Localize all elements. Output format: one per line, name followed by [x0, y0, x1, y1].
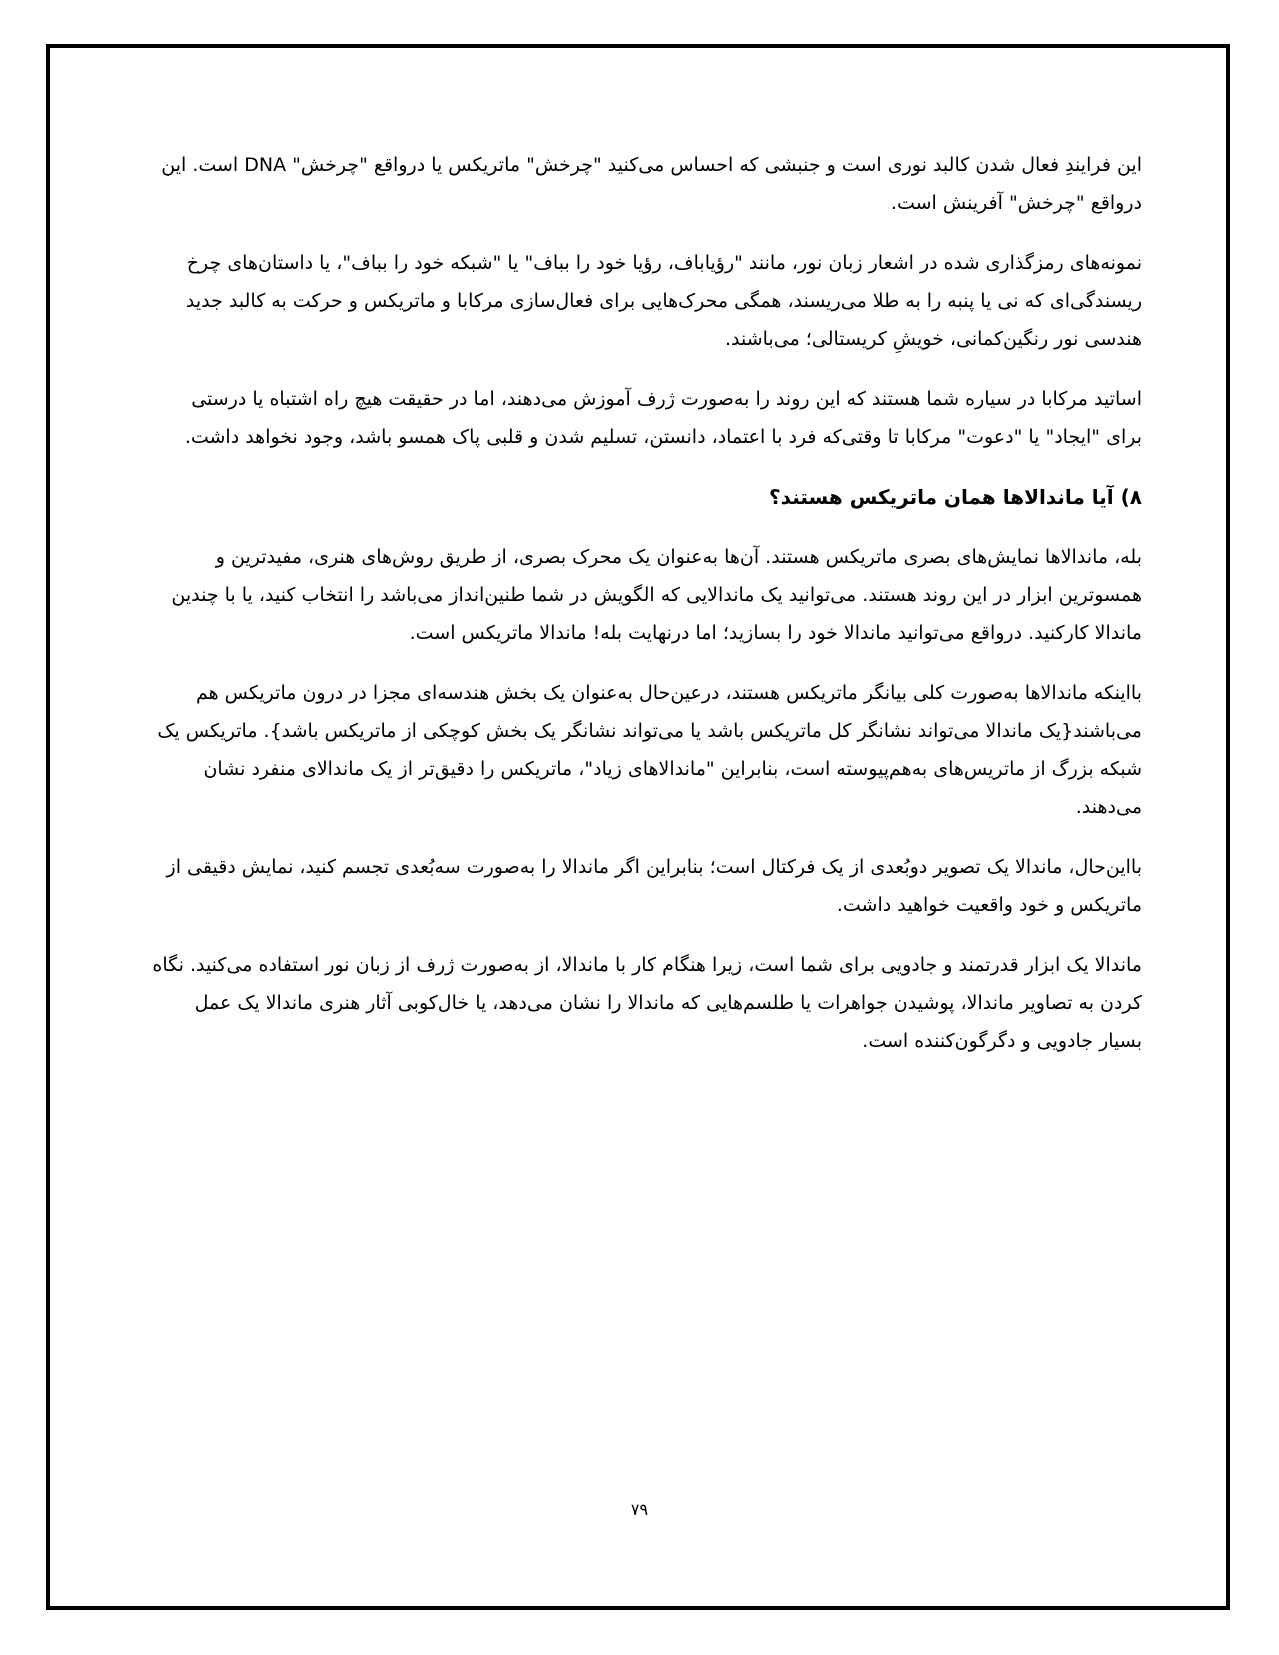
page-number: ۷۹	[630, 1500, 649, 1519]
page-content	[150, 146, 1142, 1082]
paragraph: بله، ماندالاها نمایش‌های بصری ماتریکس هستند. آن‌ها به‌عنوان یک محرک بصری، از طریق روش‌های هنری، مفیدترین و همسوترین ابزار در این روند هستند. می‌توانید یک ماندالایی که الگویش در شما طنین‌انداز می‌باشد را انتخاب کنید، یا با چندین ماندالا کارکنید. درواقع می‌توانید ماندالا خود را بسازید؛ اما درنهایت بله! ماندالا ماتریکس است.	[171, 546, 1142, 644]
paragraph: ماندالا یک ابزار قدرتمند و جادویی برای شما است، زیرا هنگام کار با ماندالا، از به‌صورت ژرف از زبان نور استفاده می‌کنید. نگاه کردن به تصاویر ماندالا، پوشیدن جواهرات یا طلسم‌هایی که ماندالا را نشان می‌دهد، یا خال‌کوبی آثار هنری ماندالا یک عمل بسیار جادویی و دگرگون‌کننده است.	[152, 954, 1142, 1052]
paragraph: این فرایندِ فعال شدن کالبد نوری است و جنبشی که احساس می‌کنید "چرخش" ماتریکس یا درواقع "چرخش" DNA است. این درواقع "چرخش" آفرینش است.	[161, 154, 1142, 214]
paragraph: بااین‌حال، ماندالا یک تصویر دوبُعدی از یک فرکتال است؛ بنابراین اگر ماندالا را به‌صورت سه‌بُعدی تجسم کنید، نمایش دقیقی از ماتریکس و خود واقعیت خواهید داشت.	[166, 856, 1142, 916]
section-heading: ۸) آیا ماندالاها همان ماتریکس هستند؟	[769, 485, 1142, 509]
paragraph: نمونه‌های رمزگذاری شده در اشعار زبان نور، مانند "رؤیاباف، رؤیا خود را بباف" یا "شبکه خود را بباف"، یا داستان‌های چرخ ریسندگی‌ای که نی یا پنبه را به طلا می‌ریسند، همگی محرک‌هایی برای فعال‌سازی مرکابا و ماتریکس و حرکت به کالبد جدید هندسی نور رنگین‌کمانی، خویشِ کریستالی؛ می‌باشند.	[185, 252, 1142, 350]
paragraph: اساتید مرکابا در سیاره شما هستند که این روند را به‌صورت ژرف آموزش می‌دهند، اما در حقیقت هیچ راه اشتباه یا درستی برای "ایجاد" یا "دعوت" مرکابا تا وقتی‌که فرد با اعتماد، دانستن، تسلیم شدن و قلبی پاک همسو باشد، وجود نخواهد داشت.	[184, 388, 1142, 448]
paragraph: بااینکه ماندالاها به‌صورت کلی بیانگر ماتریکس هستند، درعین‌حال به‌عنوان یک بخش هندسه‌ای مجزا در درون ماتریکس هم می‌باشند{یک ماندالا می‌تواند نشانگر کل ماتریکس باشد یا می‌تواند نشانگر یک بخش کوچکی از ماتریکس باشد}. ماتریکس یک شبکه بزرگ از ماتریس‌های به‌هم‌پیوسته است، بنابراین "ماندالاهای زیاد"، ماتریکس را دقیق‌تر از یک ماندالای منفرد نشان می‌دهند.	[157, 682, 1142, 818]
